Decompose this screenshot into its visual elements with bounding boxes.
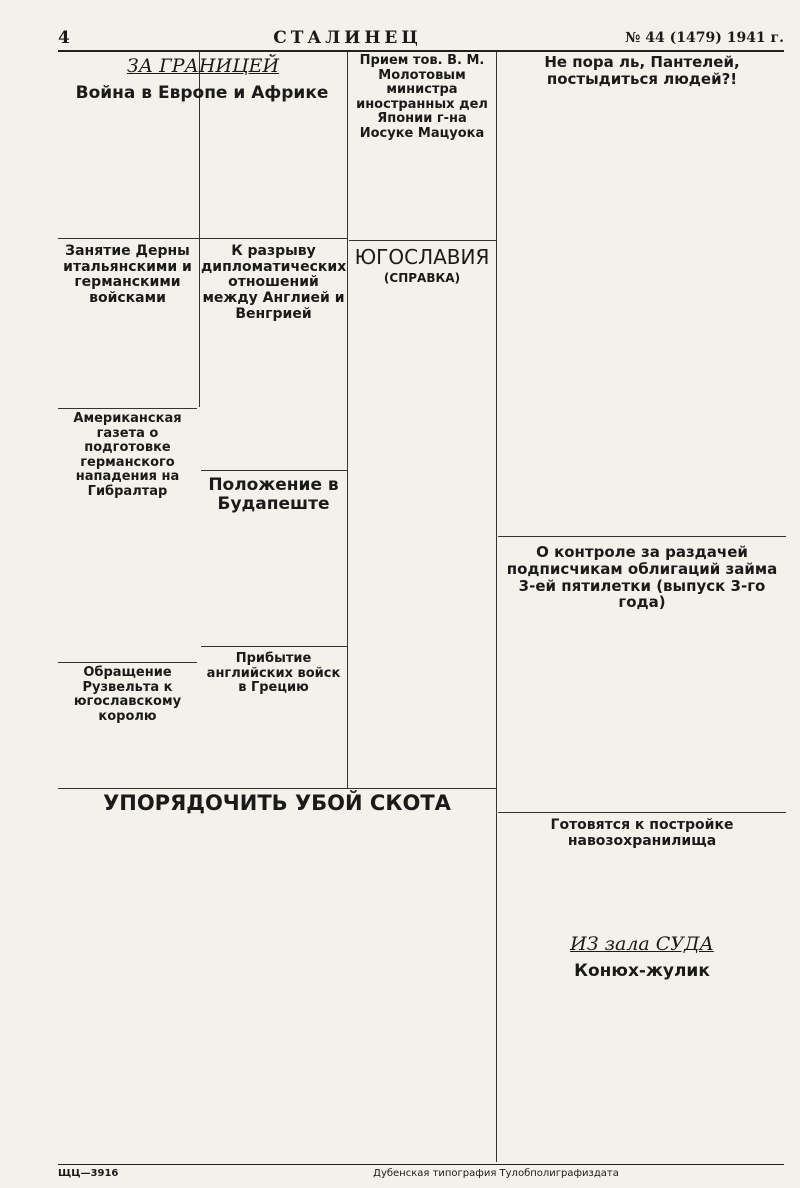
headline: Обращение Рузвельта к югославскому королю xyxy=(73,665,182,724)
headline: Прием тов. В. М. Молотовым министра иностранных дел Японии г-на Иосуке Мацуока xyxy=(356,53,488,141)
subheadline: (СПРАВКА) xyxy=(383,271,461,285)
headline: Готовятся к постройке навозохранилища xyxy=(550,817,734,849)
headline: Не пора ль, Пантелей, постыдиться людей?! xyxy=(544,53,740,88)
headline: Конюх-жулик xyxy=(574,961,710,981)
section-rubric: ИЗ зала СУДА xyxy=(570,933,714,955)
headline: УПОРЯДОЧИТЬ УБОЙ СКОТА xyxy=(103,791,451,815)
article-rule xyxy=(58,408,197,409)
page-header xyxy=(58,26,784,52)
issue-number: № 44 (1479) 1941 г. xyxy=(625,30,784,46)
section-rubric: ЗА ГРАНИЦЕЙ xyxy=(126,55,280,77)
article-rule xyxy=(58,662,197,663)
column-rule xyxy=(199,52,200,407)
article-rule xyxy=(498,536,786,537)
column-rule xyxy=(496,52,497,1162)
column-rule xyxy=(347,52,348,788)
article-rule xyxy=(349,240,496,241)
headline: ЮГОСЛАВИЯ xyxy=(354,245,490,269)
page-number: 4 xyxy=(58,28,70,48)
article-rule xyxy=(201,470,347,471)
headline: Положение в Будапеште xyxy=(208,475,339,515)
article-rule xyxy=(498,812,786,813)
headline: Прибытие английских войск в Грецию xyxy=(206,651,341,696)
print-order-code: ЩЦ—3916 xyxy=(58,1167,119,1179)
page-footer xyxy=(58,1164,784,1181)
masthead: СТАЛИНЕЦ xyxy=(273,28,422,48)
headline: Занятие Дерны итальянскими и германскими войсками xyxy=(63,243,192,307)
article-rule xyxy=(58,788,496,789)
headline: Американская газета о подготовке германского нападения на Гибралтар xyxy=(73,411,182,499)
printer-imprint: Дубенская типография Тулобполиграфиздата xyxy=(373,1167,619,1179)
headline: О контроле за раздачей подписчикам облигаций займа 3-ей пятилетки (выпуск 3-го года) xyxy=(506,543,778,612)
article-rule xyxy=(201,646,347,647)
article-rule xyxy=(58,238,347,239)
headline: Война в Европе и Африке xyxy=(75,83,329,103)
headline: К разрыву дипломатических отношений между Англией и Венгрией xyxy=(201,243,347,322)
